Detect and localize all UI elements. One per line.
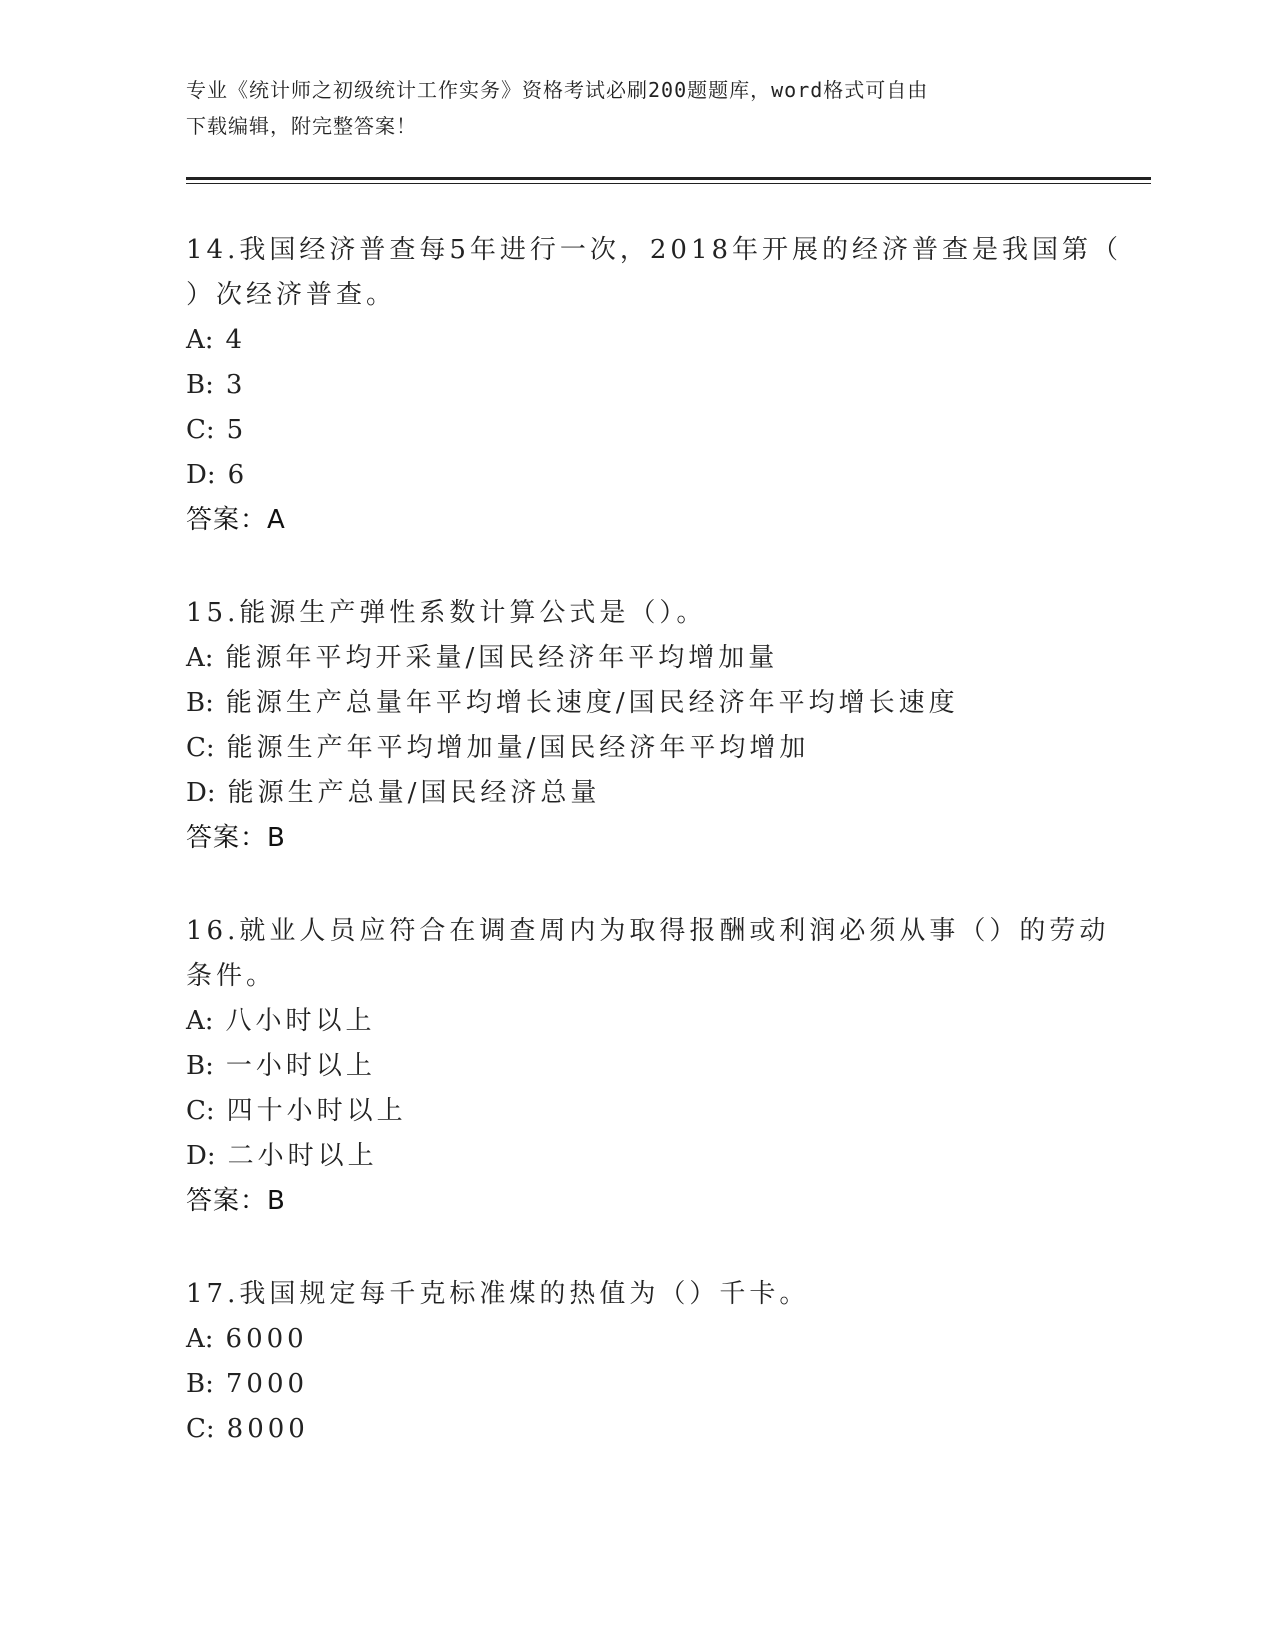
option-text: 6 <box>227 460 249 490</box>
answer-value: B <box>267 823 286 853</box>
option-letter: A <box>186 1006 205 1036</box>
option-letter: B <box>186 1051 206 1081</box>
answer-line <box>186 816 1086 861</box>
answer-option <box>186 318 1086 363</box>
answer-label: 答案： <box>186 1186 268 1216</box>
question-stem <box>186 1272 1086 1317</box>
option-separator: : <box>205 1369 214 1399</box>
option-letter: A <box>186 643 205 673</box>
option-text: 5 <box>226 415 248 445</box>
answer-label: 答案： <box>186 505 268 535</box>
answer-option <box>186 363 1086 408</box>
question-stem-line: ）次经济普查。 <box>186 280 397 310</box>
option-text: 能源生产年平均增加量/国民经济年平均增加 <box>226 733 810 763</box>
answer-option <box>186 1317 1086 1362</box>
question-block <box>186 909 1110 1224</box>
option-letter: D <box>186 460 207 490</box>
option-letter: B <box>186 370 206 400</box>
answer-option <box>186 453 1086 498</box>
answer-option <box>186 1362 1086 1407</box>
answer-line <box>186 1179 1086 1224</box>
header-divider-thick <box>186 177 1151 180</box>
question-block <box>186 228 1123 543</box>
answer-label: 答案： <box>186 823 268 853</box>
option-letter: D <box>186 1141 207 1171</box>
option-text: 一小时以上 <box>225 1051 376 1081</box>
option-letter: C <box>186 733 206 763</box>
question-stem-line: 14.我国经济普查每5年进行一次，2018年开展的经济普查是我国第（ <box>186 235 1123 265</box>
option-text: 八小时以上 <box>225 1006 376 1036</box>
option-separator: : <box>206 1141 216 1171</box>
option-separator: : <box>205 1051 214 1081</box>
answer-option <box>186 726 1086 771</box>
question-list <box>186 228 1123 1500</box>
answer-value: A <box>267 505 286 535</box>
document-header <box>186 72 1086 144</box>
option-text: 3 <box>225 370 247 400</box>
option-text: 4 <box>225 325 247 355</box>
option-separator: : <box>204 325 214 355</box>
option-text: 二小时以上 <box>227 1141 378 1171</box>
option-separator: : <box>204 1006 214 1036</box>
question-stem-line: 17.我国规定每千克标准煤的热值为（）千卡。 <box>186 1279 810 1309</box>
option-text: 6000 <box>225 1324 308 1354</box>
question-block <box>186 1272 1086 1452</box>
option-letter: B <box>186 688 206 718</box>
question-stem <box>186 909 1110 999</box>
answer-option <box>186 681 1086 726</box>
header-line-1: 专业《统计师之初级统计工作实务》资格考试必刷200题题库，word格式可自由 <box>186 78 929 102</box>
option-text: 能源年平均开采量/国民经济年平均增加量 <box>225 643 779 673</box>
option-letter: A <box>186 325 205 355</box>
option-text: 四十小时以上 <box>226 1096 407 1126</box>
answer-value: B <box>267 1186 286 1216</box>
option-separator: : <box>205 733 215 763</box>
option-text: 7000 <box>225 1369 309 1399</box>
option-letter: B <box>186 1369 206 1399</box>
option-separator: : <box>205 415 215 445</box>
option-separator: : <box>205 370 214 400</box>
option-separator: : <box>204 1324 214 1354</box>
option-separator: : <box>206 778 216 808</box>
question-stem <box>186 228 1123 318</box>
option-separator: : <box>204 643 214 673</box>
answer-option <box>186 999 1086 1044</box>
answer-option <box>186 408 1086 453</box>
question-block <box>186 591 1086 861</box>
option-separator: : <box>205 688 214 718</box>
header-divider-thin <box>186 183 1151 184</box>
option-letter: C <box>186 415 206 445</box>
answer-option <box>186 1044 1086 1089</box>
answer-line <box>186 498 1086 543</box>
option-separator: : <box>205 1096 215 1126</box>
option-letter: D <box>186 778 207 808</box>
option-separator: : <box>206 460 216 490</box>
question-stem-line: 16.就业人员应符合在调查周内为取得报酬或利润必须从事（）的劳动 <box>186 916 1110 946</box>
answer-option <box>186 1134 1086 1179</box>
option-separator: : <box>205 1414 215 1444</box>
option-text: 8000 <box>226 1414 309 1444</box>
answer-option <box>186 1407 1086 1452</box>
question-stem <box>186 591 1086 636</box>
question-stem-line: 条件。 <box>186 961 277 991</box>
option-letter: C <box>186 1414 206 1444</box>
answer-option <box>186 1089 1086 1134</box>
answer-option <box>186 636 1086 681</box>
header-line-2: 下载编辑，附完整答案！ <box>186 114 417 138</box>
option-text: 能源生产总量年平均增长速度/国民经济年平均增长速度 <box>225 688 959 718</box>
option-letter: C <box>186 1096 206 1126</box>
answer-option <box>186 771 1086 816</box>
question-stem-line: 15.能源生产弹性系数计算公式是（）。 <box>186 598 707 628</box>
option-text: 能源生产总量/国民经济总量 <box>227 778 601 808</box>
option-letter: A <box>186 1324 205 1354</box>
